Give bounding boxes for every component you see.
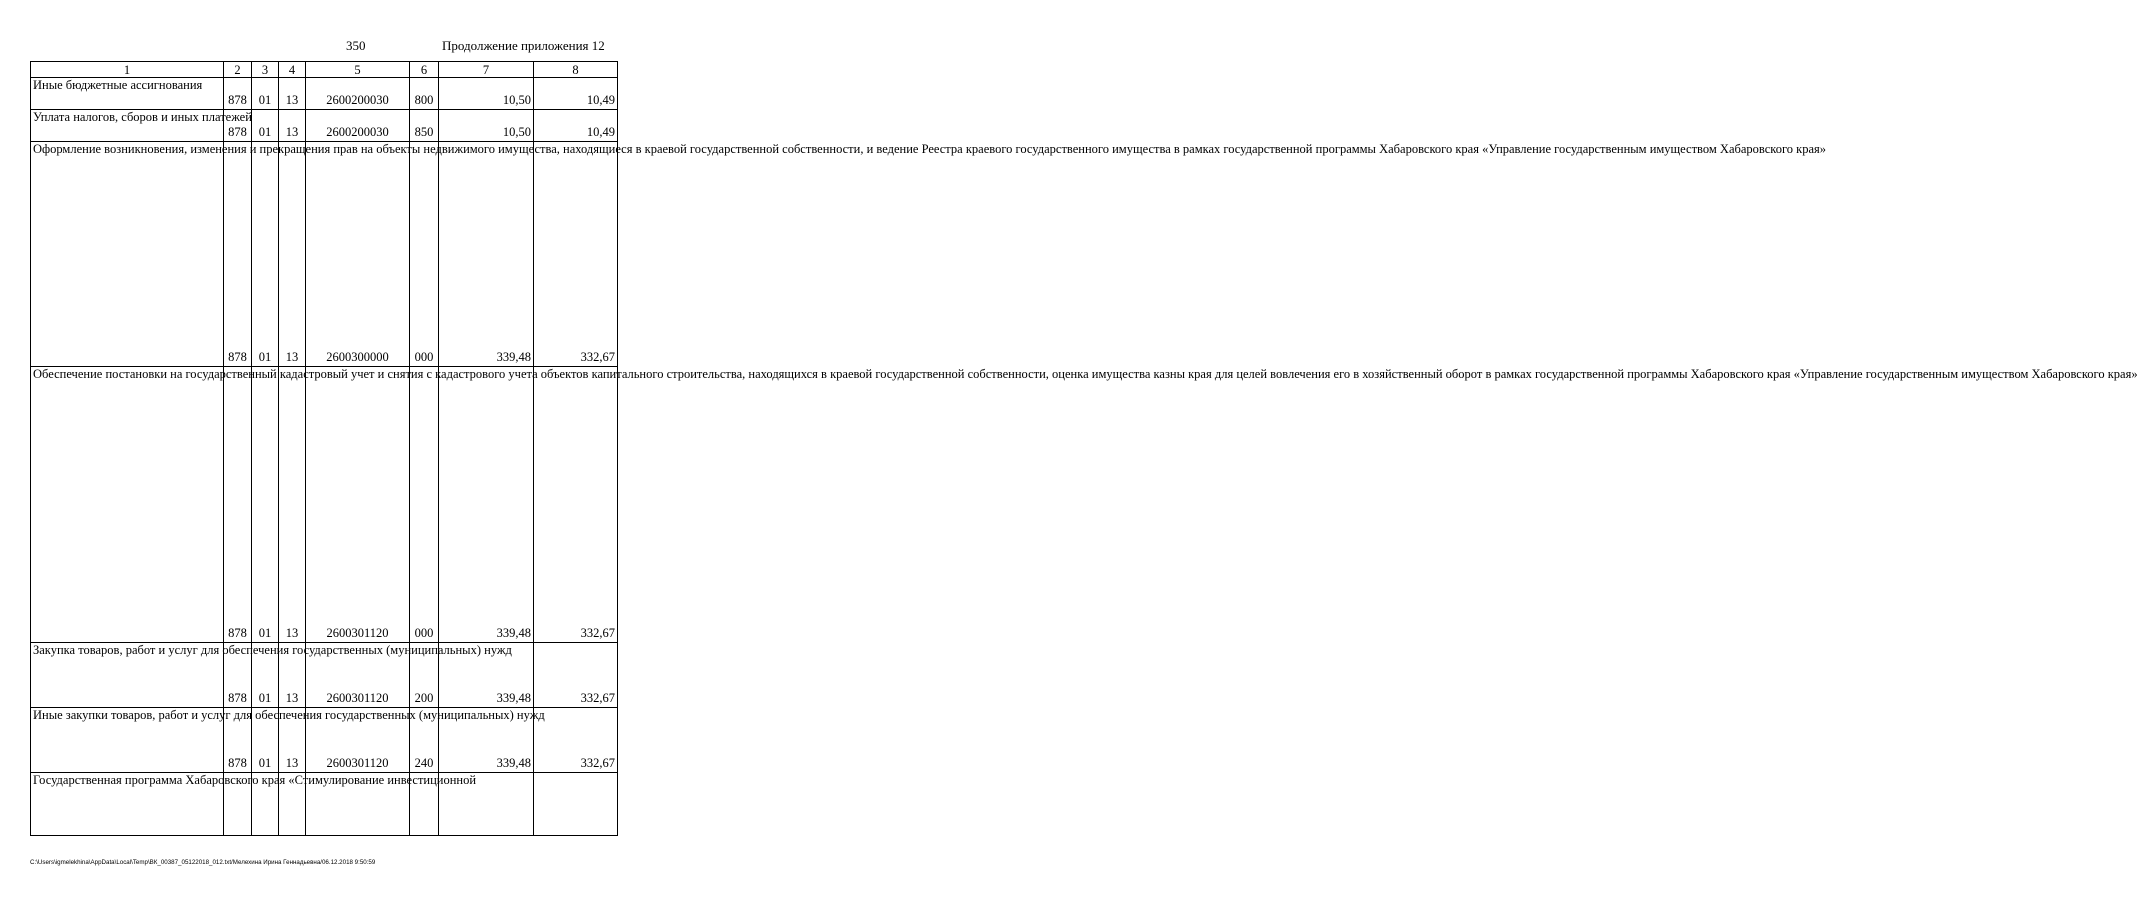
row-name: Уплата налогов, сборов и иных платежей bbox=[31, 110, 224, 142]
table-header-row bbox=[31, 62, 618, 78]
cell-amount-2: 10,49 bbox=[534, 78, 618, 110]
column-header: 2 bbox=[224, 62, 252, 78]
column-header: 1 bbox=[31, 62, 224, 78]
cell-ministry: 878 bbox=[224, 367, 252, 643]
cell-amount-2: 332,67 bbox=[534, 643, 618, 708]
budget-table bbox=[30, 61, 2138, 836]
cell-amount-1: 339,48 bbox=[439, 708, 534, 773]
cell-subsection: 13 bbox=[279, 78, 306, 110]
cell-subsection: 13 bbox=[279, 367, 306, 643]
column-header: 4 bbox=[279, 62, 306, 78]
cell-amount-1: 339,48 bbox=[439, 367, 534, 643]
table-row bbox=[31, 78, 618, 110]
cell-amount-1: 10,50 bbox=[439, 78, 534, 110]
cell-target-code: 2600200030 bbox=[306, 110, 410, 142]
column-header: 5 bbox=[306, 62, 410, 78]
table-row bbox=[31, 708, 618, 773]
cell-subsection: 13 bbox=[279, 110, 306, 142]
cell-section: 01 bbox=[252, 78, 279, 110]
cell-subsection: 13 bbox=[279, 142, 306, 367]
cell-amount-2: 332,67 bbox=[534, 367, 618, 643]
cell-section: 01 bbox=[252, 142, 279, 367]
cell-subsection: 13 bbox=[279, 708, 306, 773]
cell-amount-2: 332,67 bbox=[534, 708, 618, 773]
cell-target-code: 2600300000 bbox=[306, 142, 410, 367]
cell-section: 01 bbox=[252, 110, 279, 142]
table-row bbox=[31, 110, 618, 142]
cell-amount-1: 339,48 bbox=[439, 643, 534, 708]
column-header: 3 bbox=[252, 62, 279, 78]
file-path-footer: C:\Users\igmelekhina\AppData\Local\Temp\ВК_00387_05122018_012.txt/Мелехина Ирина Геннадьевна/06.12.2018 9:50:59 bbox=[30, 859, 376, 866]
cell-amount-2 bbox=[534, 773, 618, 836]
cell-section: 01 bbox=[252, 708, 279, 773]
cell-amount-1: 10,50 bbox=[439, 110, 534, 142]
column-header: 8 bbox=[534, 62, 618, 78]
continuation-title: Продолжение приложения 12 bbox=[442, 38, 605, 53]
cell-target-code: 2600200030 bbox=[306, 78, 410, 110]
cell-ministry: 878 bbox=[224, 643, 252, 708]
cell-expense-type: 000 bbox=[410, 367, 439, 643]
table-row bbox=[31, 367, 618, 643]
cell-target-code: 2600301120 bbox=[306, 367, 410, 643]
cell-amount-2: 10,49 bbox=[534, 110, 618, 142]
row-name: Иные бюджетные ассигнования bbox=[31, 78, 224, 110]
table-row bbox=[31, 643, 618, 708]
cell-expense-type: 800 bbox=[410, 78, 439, 110]
row-name: Обеспечение постановки на государственный кадастровый учет и снятия с кадастрового учета объектов капитального строительства, находящихся в краевой государственной собственности, оценка имущества казны края для целей вовлечения его в хозяйственный оборот в рамках государственной программы Хабаровского края «Управление государственным имуществом Хабаровского края» bbox=[31, 367, 224, 643]
row-name: Иные закупки товаров, работ и услуг для обеспечения государственных (муниципальных) нужд bbox=[31, 708, 224, 773]
column-header: 6 bbox=[410, 62, 439, 78]
cell-target-code: 2600301120 bbox=[306, 708, 410, 773]
row-name: Оформление возникновения, изменения и прекращения прав на объекты недвижимого имущества, находящиеся в краевой государственной собственности, и ведение Реестра краевого государственного имущества в рамках государственной программы Хабаровского края «Управление государственным имуществом Хабаровского края» bbox=[31, 142, 224, 367]
cell-ministry: 878 bbox=[224, 78, 252, 110]
cell-expense-type: 000 bbox=[410, 142, 439, 367]
cell-section: 01 bbox=[252, 643, 279, 708]
cell-ministry: 878 bbox=[224, 142, 252, 367]
cell-expense-type: 200 bbox=[410, 643, 439, 708]
column-header: 7 bbox=[439, 62, 534, 78]
row-name: Закупка товаров, работ и услуг для обеспечения государственных (муниципальных) нужд bbox=[31, 643, 224, 708]
cell-section: 01 bbox=[252, 367, 279, 643]
cell-ministry: 878 bbox=[224, 708, 252, 773]
cell-amount-1: 339,48 bbox=[439, 142, 534, 367]
cell-subsection: 13 bbox=[279, 643, 306, 708]
table-row bbox=[31, 773, 618, 836]
page-number: 350 bbox=[346, 38, 366, 53]
cell-ministry: 878 bbox=[224, 110, 252, 142]
cell-expense-type: 850 bbox=[410, 110, 439, 142]
table-row bbox=[31, 142, 618, 367]
cell-expense-type: 240 bbox=[410, 708, 439, 773]
cell-amount-2: 332,67 bbox=[534, 142, 618, 367]
cell-target-code: 2600301120 bbox=[306, 643, 410, 708]
row-name: Государственная программа Хабаровского края «Стимулирование инвестиционной bbox=[31, 773, 224, 836]
